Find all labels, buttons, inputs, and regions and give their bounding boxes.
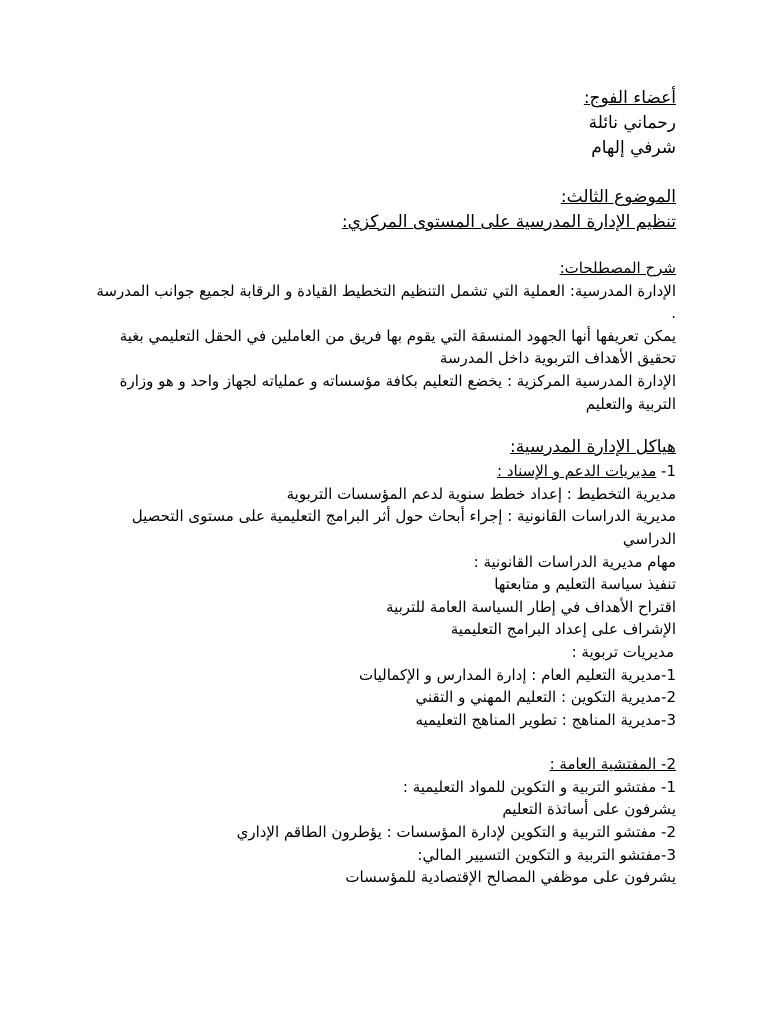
structure-line: مديرية التخطيط : إعداد خطط سنوية لدعم المؤسسات التربوية (286, 484, 676, 503)
spacer (96, 235, 676, 257)
structure-line: 3-مديرية المناهج : تطوير المناهج التعليميه (415, 710, 676, 729)
structure-line: اقتراح الأهداف في إطار السياسة العامة للتربية (386, 597, 676, 616)
inspection-line: 3-مفتشو التربية و التكوين التسيير المالي: (417, 845, 676, 864)
member-name: شرفي إلهام (591, 138, 676, 158)
inspection-line: 2- مفتشو التربية و التكوين لإدارة المؤسسات : يؤطرون الطاقم الإداري (236, 823, 676, 842)
members-heading: أعضاء الفوج: (583, 88, 676, 108)
terms-paragraph: الإدارة المدرسية: العملية التي تشمل التنظيم التخطيط القيادة و الرقابة لجميع جوانب المدرسة . (96, 281, 676, 323)
spacer (96, 731, 676, 753)
structure-line: مديريات تربوية : (571, 642, 674, 661)
terms-paragraph: يمكن تعريفها أنها الجهود المنسقة التي يقوم بها فريق من العاملين في الحقل التعليمي بغية تحقيق الأهداف التربوية داخل المدرسة (119, 326, 676, 368)
terms-heading: شرح المصطلحات: (559, 259, 676, 277)
structure-line: الإشراف على إعداد البرامج التعليمية (450, 620, 676, 639)
structures-heading: هياكل الإدارة المدرسية: (510, 437, 676, 458)
structure-line: مهام مديرية الدراسات القانونية : (473, 552, 676, 571)
spacer (96, 161, 676, 185)
structure-line: تنفيذ سياسة التعليم و متابعتها (494, 575, 676, 594)
structure-line: 1-مديرية التعليم العام : إدارة المدارس و الإكماليات (358, 665, 676, 684)
section2-title: 2- المفتشية العامة : (549, 755, 676, 774)
structure-line: مديرية الدراسات القانونية : إجراء أبحاث حول أثر البرامج التعليمية على مستوى التحصيل الدراسي (131, 507, 676, 548)
section1-heading (96, 460, 676, 483)
terms-paragraph: الإدارة المدرسية المركزية : يخضع التعليم بكافة مؤسساته و عملياته لجهاز واحد و هو وزارة التربية والتعليم (119, 371, 676, 413)
document-body (96, 86, 676, 889)
inspection-line: يشرفون على أساتذة التعليم (502, 800, 676, 819)
inspection-line: يشرفون على موظفي المصالح الإقتصادية للمؤسسات (345, 868, 676, 887)
inspection-line: 1- مفتشو التربية و التكوين للمواد التعليمية : (402, 777, 676, 796)
topic-title: تنظيم الإدارة المدرسية على المستوى المركزي: (341, 212, 676, 232)
member-name: رحماني نائلة (588, 113, 676, 133)
section1-number: 1- (661, 462, 676, 481)
section1-title: مديريات الدعم و الإسناد : (497, 462, 657, 481)
spacer (96, 415, 676, 435)
structure-line: 2-مديرية التكوين : التعليم المهني و التقني (415, 688, 676, 707)
topic-label: الموضوع الثالث: (560, 187, 676, 207)
